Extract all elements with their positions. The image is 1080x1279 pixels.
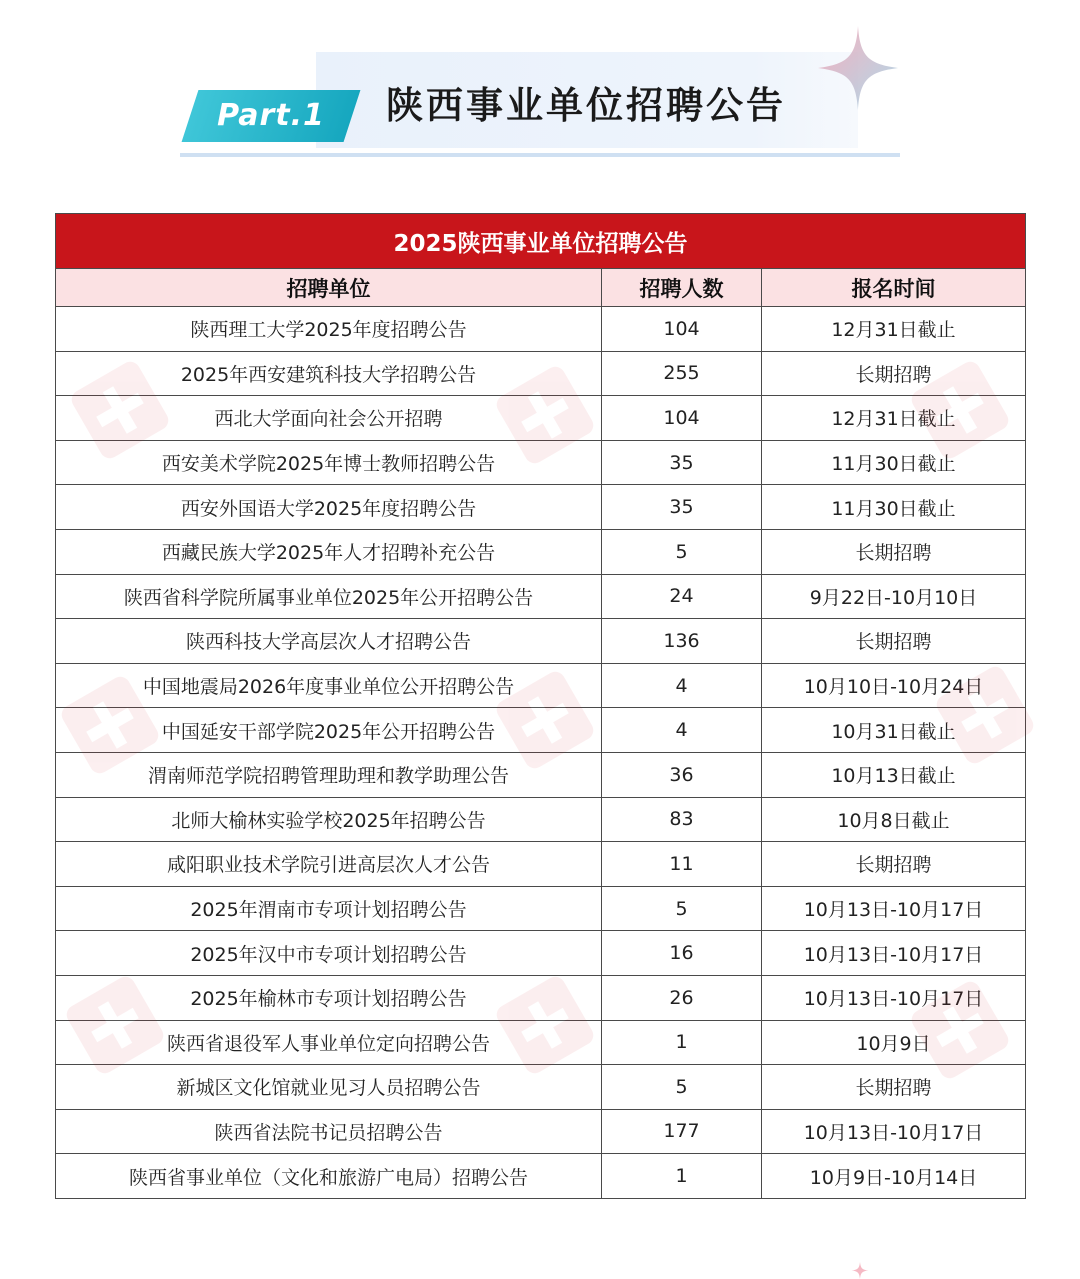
cell-count: 1 — [602, 1154, 762, 1199]
cell-count: 16 — [602, 931, 762, 976]
cell-count: 104 — [602, 307, 762, 352]
table-row — [56, 708, 1026, 753]
cell-unit: 西安美术学院2025年博士教师招聘公告 — [56, 440, 602, 485]
table-row — [56, 307, 1026, 352]
cell-unit: 新城区文化馆就业见习人员招聘公告 — [56, 1065, 602, 1110]
table-row — [56, 797, 1026, 842]
cell-unit: 陕西省科学院所属事业单位2025年公开招聘公告 — [56, 574, 602, 619]
cell-count: 11 — [602, 842, 762, 887]
cell-time: 12月31日截止 — [762, 307, 1026, 352]
cell-count: 177 — [602, 1109, 762, 1154]
cell-time: 长期招聘 — [762, 351, 1026, 396]
recruitment-table-wrap — [55, 213, 1025, 1199]
table-row — [56, 440, 1026, 485]
cell-time: 12月31日截止 — [762, 396, 1026, 441]
cell-time: 10月13日-10月17日 — [762, 1109, 1026, 1154]
header-underline — [180, 153, 900, 157]
cell-time: 长期招聘 — [762, 529, 1026, 574]
cell-count: 255 — [602, 351, 762, 396]
cell-time: 长期招聘 — [762, 1065, 1026, 1110]
table-row — [56, 1065, 1026, 1110]
cell-time: 长期招聘 — [762, 842, 1026, 887]
cell-count: 5 — [602, 886, 762, 931]
cell-unit: 2025年榆林市专项计划招聘公告 — [56, 975, 602, 1020]
table-row — [56, 1020, 1026, 1065]
cell-unit: 陕西省退役军人事业单位定向招聘公告 — [56, 1020, 602, 1065]
recruitment-table — [55, 213, 1026, 1199]
table-row — [56, 574, 1026, 619]
cell-unit: 渭南师范学院招聘管理助理和教学助理公告 — [56, 752, 602, 797]
cell-count: 24 — [602, 574, 762, 619]
cell-unit: 西安外国语大学2025年度招聘公告 — [56, 485, 602, 530]
cell-time: 10月9日-10月14日 — [762, 1154, 1026, 1199]
cell-time: 10月8日截止 — [762, 797, 1026, 842]
cell-unit: 咸阳职业技术学院引进高层次人才公告 — [56, 842, 602, 887]
cell-count: 5 — [602, 1065, 762, 1110]
cell-time: 10月9日 — [762, 1020, 1026, 1065]
cell-time: 10月31日截止 — [762, 708, 1026, 753]
cell-unit: 陕西科技大学高层次人才招聘公告 — [56, 619, 602, 664]
column-header-count: 招聘人数 — [602, 269, 762, 307]
sparkle-icon — [818, 26, 898, 110]
table-row — [56, 886, 1026, 931]
sparkle-icon-bottom — [848, 1262, 872, 1279]
cell-unit: 中国地震局2026年度事业单位公开招聘公告 — [56, 663, 602, 708]
cell-count: 36 — [602, 752, 762, 797]
table-row — [56, 1154, 1026, 1199]
table-row — [56, 529, 1026, 574]
cell-time: 10月13日-10月17日 — [762, 975, 1026, 1020]
cell-unit: 2025年渭南市专项计划招聘公告 — [56, 886, 602, 931]
cell-unit: 2025年西安建筑科技大学招聘公告 — [56, 351, 602, 396]
table-row — [56, 485, 1026, 530]
cell-unit: 西北大学面向社会公开招聘 — [56, 396, 602, 441]
table-row — [56, 975, 1026, 1020]
table-row — [56, 931, 1026, 976]
cell-count: 4 — [602, 708, 762, 753]
cell-unit: 陕西省法院书记员招聘公告 — [56, 1109, 602, 1154]
table-title: 2025陕西事业单位招聘公告 — [56, 214, 1026, 269]
cell-time: 长期招聘 — [762, 619, 1026, 664]
table-row — [56, 619, 1026, 664]
table-row — [56, 842, 1026, 887]
cell-unit: 陕西理工大学2025年度招聘公告 — [56, 307, 602, 352]
cell-count: 35 — [602, 440, 762, 485]
table-row — [56, 663, 1026, 708]
cell-unit: 陕西省事业单位（文化和旅游广电局）招聘公告 — [56, 1154, 602, 1199]
table-row — [56, 396, 1026, 441]
cell-unit: 北师大榆林实验学校2025年招聘公告 — [56, 797, 602, 842]
table-body — [56, 307, 1026, 1199]
cell-count: 26 — [602, 975, 762, 1020]
cell-time: 10月13日截止 — [762, 752, 1026, 797]
cell-count: 4 — [602, 663, 762, 708]
cell-count: 104 — [602, 396, 762, 441]
cell-time: 10月10日-10月24日 — [762, 663, 1026, 708]
part-label: Part.1 — [217, 98, 325, 133]
cell-count: 83 — [602, 797, 762, 842]
cell-time: 9月22日-10月10日 — [762, 574, 1026, 619]
cell-time: 11月30日截止 — [762, 440, 1026, 485]
page-title: 陕西事业单位招聘公告 — [386, 84, 786, 127]
cell-count: 35 — [602, 485, 762, 530]
column-header-time: 报名时间 — [762, 269, 1026, 307]
table-row — [56, 1109, 1026, 1154]
cell-unit: 西藏民族大学2025年人才招聘补充公告 — [56, 529, 602, 574]
cell-unit: 2025年汉中市专项计划招聘公告 — [56, 931, 602, 976]
cell-count: 1 — [602, 1020, 762, 1065]
table-row — [56, 351, 1026, 396]
cell-count: 5 — [602, 529, 762, 574]
cell-time: 11月30日截止 — [762, 485, 1026, 530]
cell-count: 136 — [602, 619, 762, 664]
column-header-unit: 招聘单位 — [56, 269, 602, 307]
cell-unit: 中国延安干部学院2025年公开招聘公告 — [56, 708, 602, 753]
table-row — [56, 752, 1026, 797]
cell-time: 10月13日-10月17日 — [762, 931, 1026, 976]
cell-time: 10月13日-10月17日 — [762, 886, 1026, 931]
